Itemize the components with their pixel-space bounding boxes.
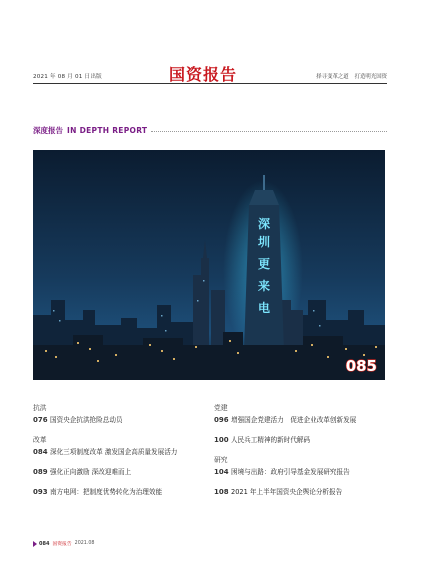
- triangle-marker-icon: [33, 541, 37, 547]
- tower-led-char: 圳: [257, 235, 271, 249]
- dotted-rule: [151, 131, 387, 132]
- slogan: [316, 72, 387, 80]
- toc-page-number: 084: [33, 448, 48, 456]
- city-skyline-illustration: [33, 150, 385, 380]
- tower-led-char: 深: [257, 217, 271, 231]
- tower-led-char: 来: [257, 279, 271, 293]
- toc-entry[interactable]: [33, 466, 208, 476]
- toc-title: 南方电网：把制度优势转化为治理效能: [50, 488, 163, 496]
- footer-page-number: 084: [39, 540, 50, 547]
- toc-right-column: [214, 402, 386, 506]
- toc-category: 研究: [214, 456, 228, 464]
- tower-led-char: 更: [257, 257, 271, 271]
- magazine-title: 国资报告: [169, 65, 238, 84]
- toc-page-number: 093: [33, 488, 48, 496]
- page-number-badge: 085: [345, 357, 377, 375]
- toc-entry[interactable]: [33, 414, 208, 424]
- page-footer: [33, 540, 94, 547]
- header-divider: [33, 83, 387, 84]
- footer-magazine-name: 国资报告: [52, 542, 72, 547]
- toc-entry[interactable]: [33, 446, 208, 456]
- toc-page-number: 096: [214, 416, 229, 424]
- toc-page-number: 076: [33, 416, 48, 424]
- toc-page-number: 089: [33, 468, 48, 476]
- toc-title: 深化三项制度改革 激发国企高质量发展活力: [50, 448, 178, 456]
- toc-entry[interactable]: [33, 486, 208, 496]
- toc-entry[interactable]: [214, 466, 386, 476]
- toc-title: 人民兵工精神的新时代解码: [231, 436, 311, 444]
- toc-category: 改革: [33, 436, 47, 444]
- toc-page-number: 108: [214, 488, 229, 496]
- toc-title: 国资央企抗洪抢险总动员: [50, 416, 123, 424]
- toc-category: 抗洪: [33, 404, 47, 412]
- toc-page-number: 100: [214, 436, 229, 444]
- toc-title: 强化正向激励 深改迎难而上: [50, 468, 132, 476]
- section-title-en: IN DEPTH REPORT: [67, 125, 148, 135]
- slogan-part: 择寻变革之道: [316, 74, 349, 80]
- issue-date: 2021 年 08 月 01 日出版: [33, 74, 102, 80]
- tower-led-char: 电: [257, 301, 271, 315]
- toc-title: 困境与出路：政府引导基金发展研究报告: [231, 468, 350, 476]
- toc-entry[interactable]: [214, 414, 386, 424]
- toc-category: 党建: [214, 404, 228, 412]
- section-heading: [33, 124, 387, 136]
- toc-page-number: 104: [214, 468, 229, 476]
- footer-date: 2021.08: [74, 541, 95, 546]
- toc-title: 2021 年上半年国资央企舆论分析报告: [231, 488, 343, 496]
- toc-title: 增强国企党建活力 促进企业改革创新发展: [231, 416, 357, 424]
- feature-photo: [33, 150, 385, 380]
- slogan-part: 打造明光国资: [354, 74, 387, 80]
- section-title-cn: 深度报告: [33, 125, 63, 135]
- toc-entry[interactable]: [214, 486, 386, 496]
- toc-entry[interactable]: [214, 434, 386, 444]
- toc-left-column: [33, 402, 208, 506]
- page-header: [33, 62, 387, 88]
